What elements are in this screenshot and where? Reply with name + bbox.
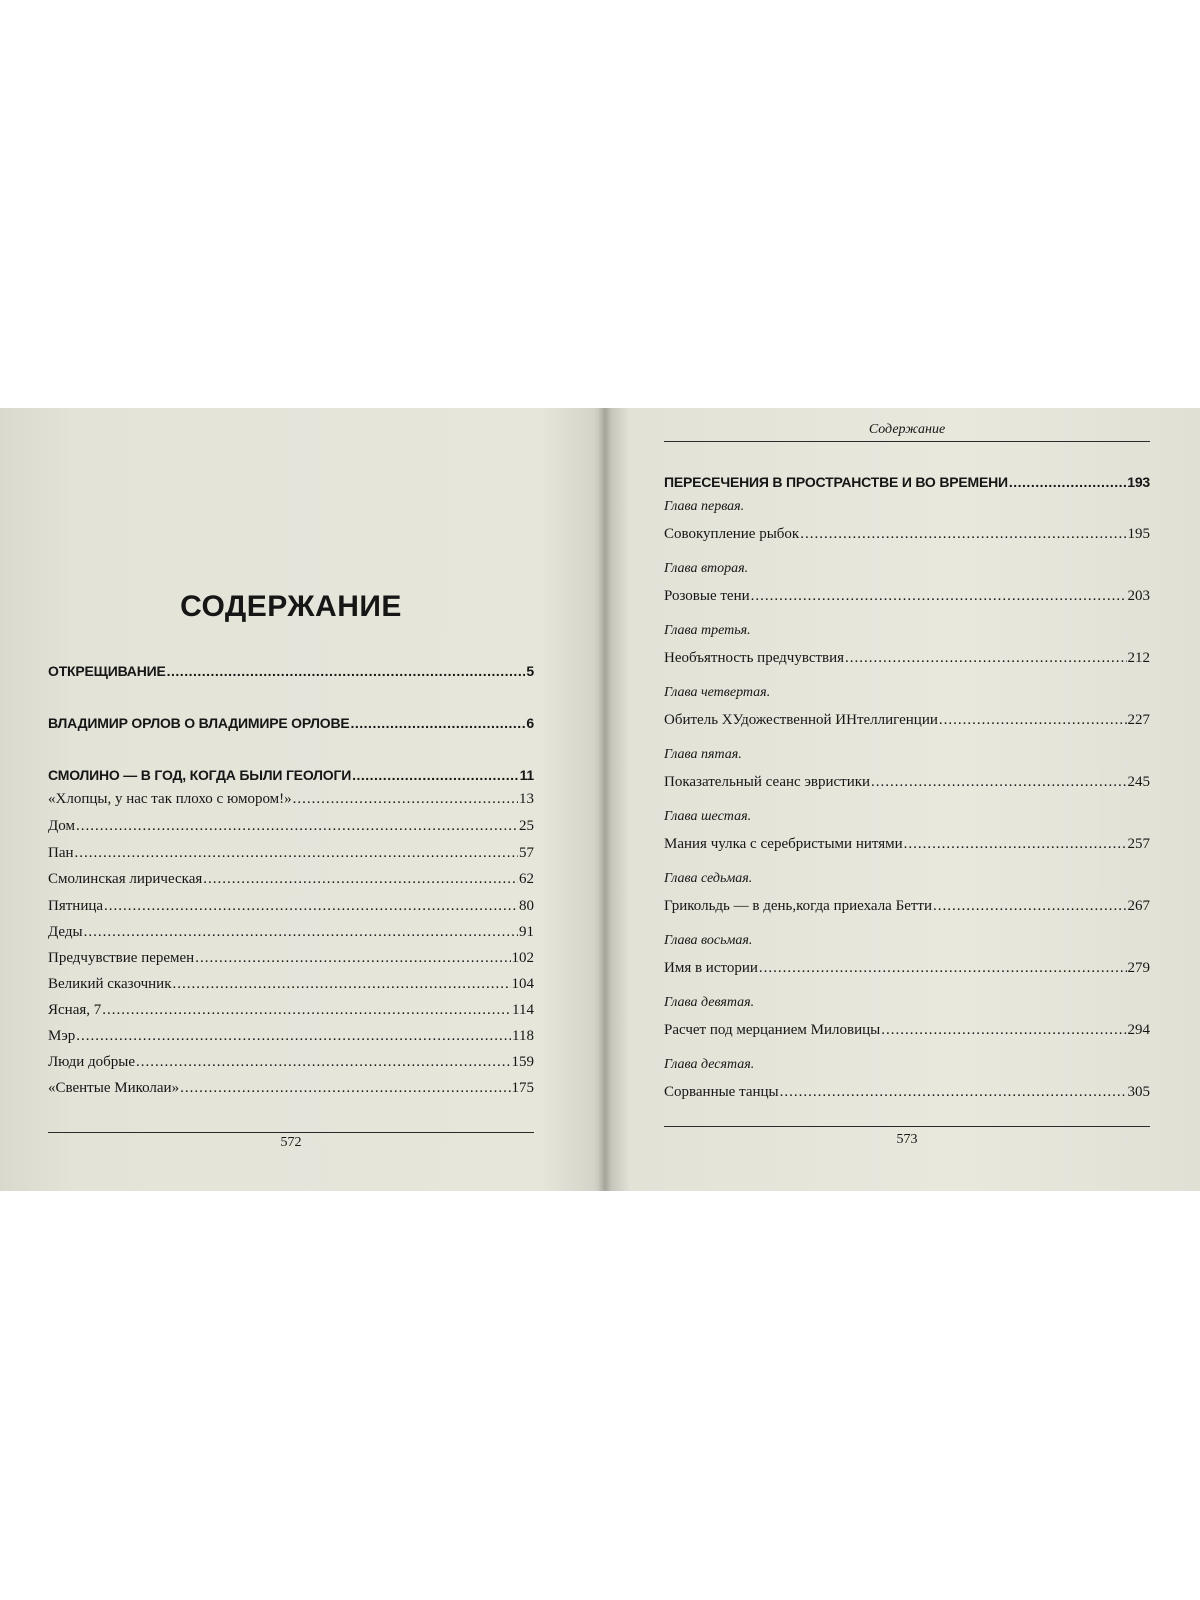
toc-chapter [664, 958, 1150, 978]
toc-section-title: ОТКРЕЩИВАНИЕ [48, 663, 166, 679]
toc-item-page: 104 [511, 976, 534, 992]
toc-item-title: Великий сказочник [48, 976, 172, 992]
page-number: 572 [280, 1135, 302, 1150]
toc-chapter-page: 305 [1127, 1084, 1150, 1100]
toc-section [664, 472, 1150, 492]
toc-leader [84, 922, 518, 942]
chapter-label: Глава четвертая. [664, 685, 771, 700]
toc-item-title: Деды [48, 924, 83, 940]
toc-chapter-title: Расчет под мерцанием Миловицы [664, 1022, 881, 1038]
toc-chapter-page: 279 [1127, 960, 1150, 976]
toc-chapter-page: 227 [1127, 712, 1150, 728]
toc-section-title: СМОЛИНО — В ГОД, КОГДА БЫЛИ ГЕОЛОГИ [48, 767, 352, 783]
toc-chapter [664, 896, 1150, 916]
toc-leader [352, 765, 519, 785]
toc-section-page: 5 [526, 663, 534, 679]
toc-leader [751, 586, 1127, 606]
page-title: СОДЕРЖАНИЕ [180, 590, 402, 623]
toc-chapter-title: Имя в истории [664, 960, 758, 976]
left-page [48, 408, 534, 1191]
toc-leader [76, 1026, 511, 1046]
toc-item [48, 816, 534, 836]
toc-item-page: 114 [512, 1002, 534, 1018]
toc-leader [800, 524, 1126, 544]
toc-item [48, 974, 534, 994]
toc-item-title: Пятница [48, 898, 104, 914]
toc-item-page: 62 [519, 871, 534, 887]
toc-chapter-page: 245 [1127, 774, 1150, 790]
toc-item-title: «Свентые Миколаи» [48, 1080, 180, 1096]
toc-item [48, 948, 534, 968]
toc-chapter-page: 294 [1127, 1022, 1150, 1038]
toc-item [48, 843, 534, 863]
toc-leader [933, 896, 1126, 916]
toc-leader [102, 1000, 511, 1020]
toc-leader [195, 948, 510, 968]
chapter-label: Глава шестая. [664, 809, 752, 824]
toc-section-page: 6 [526, 715, 534, 731]
toc-chapter [664, 586, 1150, 606]
toc-section-page: 193 [1127, 474, 1150, 490]
footer-rule [664, 1126, 1150, 1127]
right-page [664, 408, 1150, 1191]
toc-chapter [664, 772, 1150, 792]
toc-leader [1009, 472, 1126, 492]
page-number: 573 [896, 1132, 918, 1147]
toc-item-page: 80 [519, 898, 534, 914]
toc-item-title: Ясная, 7 [48, 1002, 102, 1018]
chapter-label: Глава третья. [664, 623, 751, 638]
header-rule [664, 441, 1150, 442]
toc-item-page: 175 [511, 1080, 534, 1096]
toc-chapter-page: 257 [1127, 836, 1150, 852]
toc-leader [136, 1052, 510, 1072]
chapter-label: Глава девятая. [664, 995, 755, 1010]
toc-leader [759, 958, 1127, 978]
toc-item [48, 896, 534, 916]
toc-item [48, 1052, 534, 1072]
toc-leader [76, 816, 518, 836]
toc-item-page: 118 [512, 1028, 534, 1044]
chapter-label: Глава вторая. [664, 561, 749, 576]
toc-leader [939, 710, 1127, 730]
toc-item [48, 1000, 534, 1020]
toc-leader [104, 896, 518, 916]
running-head: Содержание [868, 422, 946, 437]
toc-leader [845, 648, 1126, 668]
toc-leader [167, 661, 526, 681]
toc-leader [203, 869, 518, 889]
toc-chapter-page: 203 [1127, 588, 1150, 604]
toc-chapter-page: 267 [1127, 898, 1150, 914]
toc-item-title: Пан [48, 845, 74, 861]
toc-section-title: ПЕРЕСЕЧЕНИЯ В ПРОСТРАНСТВЕ И ВО ВРЕМЕНИ [664, 474, 1008, 490]
toc-chapter-title: Розовые тени [664, 588, 750, 604]
toc-chapter-page: 212 [1127, 650, 1150, 666]
toc-leader [904, 834, 1127, 854]
toc-item-title: Дом [48, 818, 75, 834]
toc-chapter [664, 1020, 1150, 1040]
book-spread [0, 408, 1200, 1191]
chapter-label: Глава пятая. [664, 747, 742, 762]
toc-item [48, 1026, 534, 1046]
toc-chapter-title: Необъятность предчувствия [664, 650, 845, 666]
toc-chapter [664, 648, 1150, 668]
footer-rule [48, 1132, 534, 1133]
toc-leader [172, 974, 510, 994]
toc-leader [75, 843, 518, 863]
toc-item-page: 25 [519, 818, 534, 834]
toc-leader [180, 1078, 510, 1098]
toc-chapter [664, 834, 1150, 854]
toc-section-title: ВЛАДИМИР ОРЛОВ О ВЛАДИМИРЕ ОРЛОВЕ [48, 715, 350, 731]
toc-chapter [664, 524, 1150, 544]
toc-item-title: Люди добрые [48, 1054, 136, 1070]
toc-chapter-page: 195 [1127, 526, 1150, 542]
toc-chapter [664, 710, 1150, 730]
toc-item-page: 91 [519, 924, 534, 940]
chapter-label: Глава восьмая. [664, 933, 753, 948]
toc-item-page: 13 [519, 791, 534, 807]
toc-section [48, 713, 534, 733]
toc-chapter-title: Мания чулка с серебристыми нитями [664, 836, 903, 852]
toc-leader [871, 772, 1126, 792]
toc-chapter-title: Обитель ХУдожественной ИНтеллигенции [664, 712, 938, 728]
toc-chapter [664, 1082, 1150, 1102]
toc-chapter-title: Показательный сеанс эвристики [664, 774, 871, 790]
toc-section-page: 11 [519, 767, 534, 783]
chapter-label: Глава десятая. [664, 1057, 755, 1072]
toc-leader [780, 1082, 1127, 1102]
toc-item-page: 102 [511, 950, 534, 966]
toc-item-page: 159 [511, 1054, 534, 1070]
toc-leader [881, 1020, 1126, 1040]
toc-item-title: Мэр [48, 1028, 76, 1044]
chapter-label: Глава первая. [664, 499, 745, 514]
toc-leader [351, 713, 526, 733]
toc-item-title: «Хлопцы, у нас так плохо с юмором!» [48, 791, 292, 807]
toc-chapter-title: Сорванные танцы [664, 1084, 779, 1100]
toc-item-title: Смолинская лирическая [48, 871, 203, 887]
toc-chapter-title: Совокупление рыбок [664, 526, 800, 542]
toc-item [48, 922, 534, 942]
toc-item [48, 869, 534, 889]
toc-chapter-title: Грикольдь — в день,когда приехала Бетти [664, 898, 933, 914]
toc-item [48, 789, 534, 809]
toc-item-page: 57 [519, 845, 534, 861]
toc-section [48, 661, 534, 681]
toc-section [48, 765, 534, 785]
toc-item-title: Предчувствие перемен [48, 950, 195, 966]
book-gutter [598, 408, 612, 1191]
toc-item [48, 1078, 534, 1098]
chapter-label: Глава седьмая. [664, 871, 753, 886]
toc-leader [293, 789, 518, 809]
